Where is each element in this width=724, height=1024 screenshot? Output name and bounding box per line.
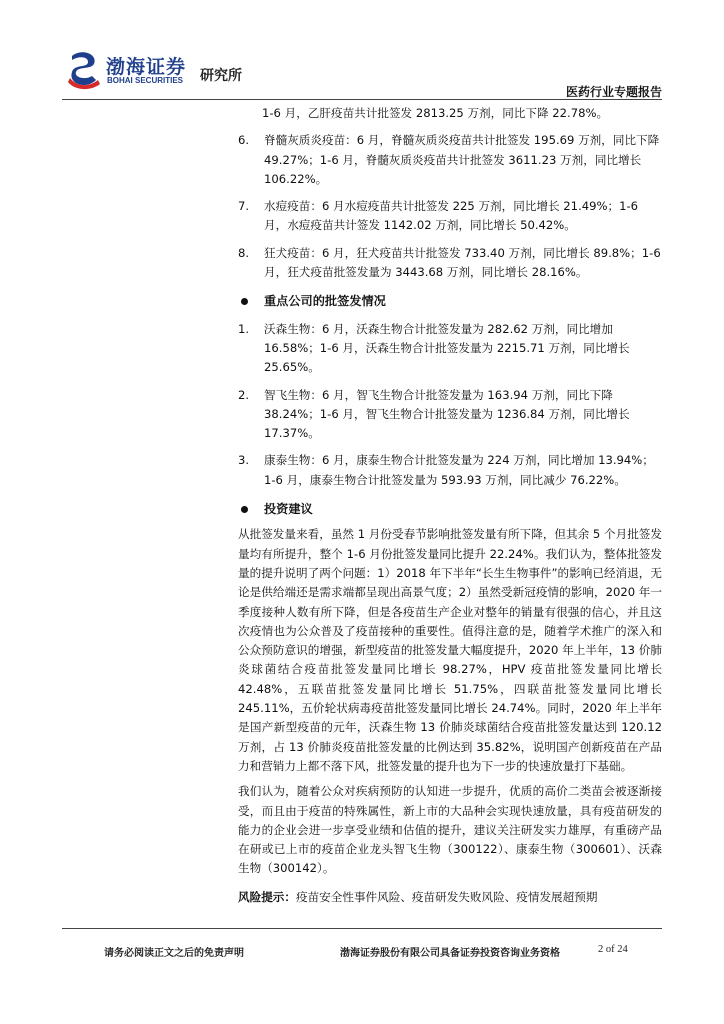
item-text: 智飞生物：6 月，智飞生物合计批签发量为 163.94 万剂，同比下降 38.24%；1-6 月，智飞生物合计批签发量为 1236.84 万剂，同比增长 17.37%。 [264,387,630,441]
footer-disclaimer: 请务必阅读正文之后的免责声明 [104,948,244,959]
item-number: 3. [238,453,250,468]
vaccine-item [238,244,662,283]
section-title: 投资建议 [264,502,313,517]
item-number: 1. [238,321,250,336]
report-body [238,104,662,907]
risk-label: 风险提示： [238,889,296,904]
recommendation-paragraph: 我们认为，随着公众对疾病预防的认知进一步提升，优质的高价二类苗会被逐渐接受，而且由于疫苗的特殊属性，新上市的大品种会实现快速放量，具有疫苗研发的能力的企业会进一步享受业绩和估值的提升，建议关注研发实力雄厚，有重磅产品在研或已上市的疫苗企业龙头智飞生物（300122）、康泰生物（300601）、沃森生物（300142）。 [238,784,662,876]
footer-divider [62,928,662,929]
item-text: 脊髓灰质炎疫苗：6 月，脊髓灰质炎疫苗共计批签发 195.69 万剂，同比下降 49.27%；1-6 月，脊髓灰质炎疫苗共计批签发 3611.23 万剂，同比增长 106.22%。 [264,133,660,186]
logo-english-name: BOHAI SECURITIES [107,76,184,85]
item-text: 狂犬疫苗：6 月，狂犬疫苗共计批签发 733.40 万剂，同比增长 89.8%；1-6 月，狂犬疫苗批签发量为 3443.68 万剂，同比增长 28.16%。 [264,245,661,280]
company-item [238,386,662,444]
continuation-text: 1-6 月，乙肝疫苗共计批签发 2813.25 万剂，同比下降 22.78%。 [262,106,609,120]
bohai-logo-icon [68,50,102,90]
bullet-icon [241,506,248,513]
page-number: 2 of 24 [598,944,628,955]
bullet-icon [241,298,248,305]
item-number: 8. [238,245,250,260]
item-text: 水痘疫苗：6 月水痘疫苗共计批签发 225 万剂，同比增长 21.49%；1-6 月，水痘疫苗共计签发 1142.02 万剂，同比增长 50.42%。 [264,199,639,233]
company-item [238,451,662,490]
item-number: 2. [238,387,250,402]
institute-label: 研究所 [200,68,242,84]
item-number: 6. [238,133,250,148]
item-text: 沃森生物：6 月，沃森生物合计批签发量为 282.62 万剂，同比增加 16.58%；1-6 月，沃森生物合计批签发量为 2215.71 万剂，同比增长 25.65%。 [264,321,630,375]
vaccine-item [238,131,662,189]
section-heading-companies [238,292,662,311]
item-text: 康泰生物：6 月，康泰生物合计批签发量为 224 万剂，同比增加 13.94%；1-6 月，康泰生物合计批签发量为 593.93 万剂，同比减少 76.22%。 [264,453,654,487]
company-item [238,320,662,378]
investment-paragraph: 从批签发量来看，虽然 1 月份受春节影响批签发量有所下降，但其余 5 个月批签发量均有所提升，整个 1-6 月份批签发量同比提升 22.24%。我们认为，整体批签发量的提升说明了两个问题：1）2018 年下半年“长生生物事件”的影响已经消退，无论是供给端还是需求端都呈现出高景气度；2）虽然受新冠疫情的影响，2020 年一季度接种人数有所下降，但是各疫苗生产企业对整年的销量有很强的信心，并且这次疫情也为公众普及了疫苗接种的重要性。值得注意的是，随着学术推广的深入和公众预防意识的增强，新型疫苗的批签发量大幅度提升，2020 年上半年，13 价肺炎球菌结合疫苗批签发量同比增长 98.27%，HPV 疫苗批签发量同比增长 42.48%，五联苗批签发量同比增长 51.75%，四联苗批签发量同比增长 245.11%，五价轮状病毒疫苗批签发量同比增长 24.74%。同时，2020 年上半年是国产新型疫苗的元年，沃森生物 13 价肺炎球菌结合疫苗批签发量达到 120.12 万剂，占 13 价肺炎疫苗批签发量的比例达到 35.82%，说明国产创新疫苗在产品力和营销力上都不落下风，批签发量的提升也为下一步的快速放量打下基础。 [238,527,662,773]
vaccine-item [238,197,662,236]
risk-text: 疫苗安全性事件风险、疫苗研发失败风险、疫情发展超预期 [295,889,598,904]
company-logo [68,50,258,92]
item-number: 7. [238,199,250,214]
report-type-title: 医药行业专题报告 [565,85,662,99]
section-heading-investment [238,500,662,519]
logo-chinese-name: 渤海证券 [106,56,187,78]
footer-qualification: 渤海证券股份有限公司具备证券投资咨询业务资格 [340,948,560,959]
risk-warning [238,888,662,907]
header-divider [62,99,662,100]
section-title: 重点公司的批签发情况 [264,294,386,309]
